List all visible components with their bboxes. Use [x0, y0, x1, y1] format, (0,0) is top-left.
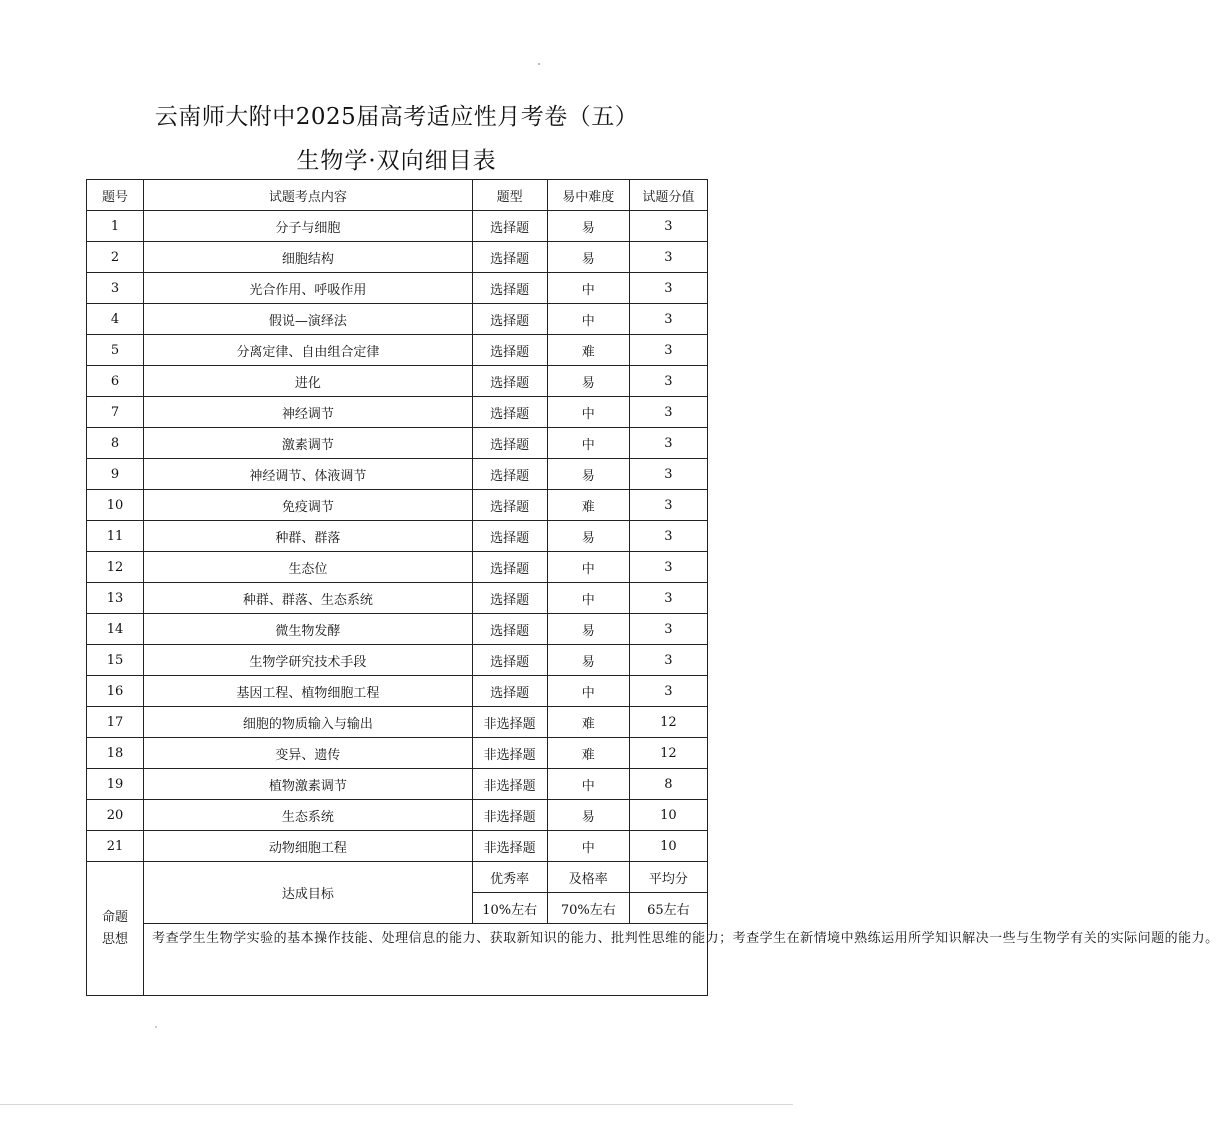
row-difficulty: 易 — [547, 366, 629, 397]
row-content: 免疫调节 — [144, 490, 473, 521]
row-difficulty: 中 — [547, 552, 629, 583]
row-number: 12 — [87, 552, 144, 583]
header-row — [87, 180, 708, 211]
row-number: 21 — [87, 831, 144, 862]
row-number: 2 — [87, 242, 144, 273]
table-row — [87, 676, 708, 707]
excellent-label: 优秀率 — [472, 862, 547, 893]
row-difficulty: 中 — [547, 583, 629, 614]
row-content: 基因工程、植物细胞工程 — [144, 676, 473, 707]
row-difficulty: 易 — [547, 614, 629, 645]
row-content: 变异、遗传 — [144, 738, 473, 769]
table-row — [87, 211, 708, 242]
row-content: 种群、群落、生态系统 — [144, 583, 473, 614]
row-score: 3 — [629, 459, 707, 490]
row-content: 进化 — [144, 366, 473, 397]
row-content: 假说—演绎法 — [144, 304, 473, 335]
row-score: 3 — [629, 552, 707, 583]
row-type: 选择题 — [472, 583, 547, 614]
row-number: 17 — [87, 707, 144, 738]
pass-label: 及格率 — [547, 862, 629, 893]
row-type: 选择题 — [472, 242, 547, 273]
average-value: 65左右 — [629, 893, 707, 924]
table-row — [87, 800, 708, 831]
row-content: 神经调节、体液调节 — [144, 459, 473, 490]
row-difficulty: 易 — [547, 521, 629, 552]
row-type: 选择题 — [472, 211, 547, 242]
row-difficulty: 中 — [547, 831, 629, 862]
target-header-row — [87, 862, 708, 893]
idea-label-cell — [87, 862, 144, 996]
idea-label-line2: 思想 — [102, 931, 129, 947]
row-difficulty: 难 — [547, 707, 629, 738]
row-number: 5 — [87, 335, 144, 366]
row-difficulty: 中 — [547, 273, 629, 304]
table-row — [87, 583, 708, 614]
row-content: 生物学研究技术手段 — [144, 645, 473, 676]
table-row — [87, 552, 708, 583]
header-score: 试题分值 — [629, 180, 707, 211]
page-bottom-rule — [0, 1104, 793, 1105]
row-difficulty: 难 — [547, 335, 629, 366]
scan-speck — [538, 63, 540, 65]
row-difficulty: 中 — [547, 397, 629, 428]
table-row — [87, 614, 708, 645]
table-row — [87, 304, 708, 335]
row-type: 选择题 — [472, 335, 547, 366]
row-type: 选择题 — [472, 304, 547, 335]
table-row — [87, 645, 708, 676]
idea-label-line1: 命题 — [102, 909, 129, 925]
row-content: 神经调节 — [144, 397, 473, 428]
row-number: 6 — [87, 366, 144, 397]
table-row — [87, 428, 708, 459]
description-row — [87, 924, 708, 996]
page-title: 云南师大附中2025届高考适应性月考卷（五） — [154, 104, 639, 130]
table-row — [87, 273, 708, 304]
row-score: 3 — [629, 211, 707, 242]
row-number: 20 — [87, 800, 144, 831]
row-score: 3 — [629, 645, 707, 676]
row-number: 9 — [87, 459, 144, 490]
row-number: 16 — [87, 676, 144, 707]
row-type: 非选择题 — [472, 707, 547, 738]
table-row — [87, 831, 708, 862]
row-score: 3 — [629, 242, 707, 273]
row-difficulty: 中 — [547, 304, 629, 335]
row-number: 7 — [87, 397, 144, 428]
scan-speck — [155, 1026, 157, 1028]
row-number: 11 — [87, 521, 144, 552]
row-type: 选择题 — [472, 490, 547, 521]
table-row — [87, 521, 708, 552]
row-difficulty: 易 — [547, 211, 629, 242]
row-content: 生态位 — [144, 552, 473, 583]
table-row — [87, 366, 708, 397]
table-row — [87, 242, 708, 273]
row-number: 4 — [87, 304, 144, 335]
row-content: 微生物发酵 — [144, 614, 473, 645]
row-content: 细胞的物质输入与输出 — [144, 707, 473, 738]
row-number: 18 — [87, 738, 144, 769]
table-row — [87, 459, 708, 490]
row-type: 非选择题 — [472, 738, 547, 769]
row-score: 3 — [629, 397, 707, 428]
row-number: 19 — [87, 769, 144, 800]
row-type: 选择题 — [472, 428, 547, 459]
header-type: 题型 — [472, 180, 547, 211]
row-score: 3 — [629, 428, 707, 459]
row-difficulty: 中 — [547, 676, 629, 707]
row-content: 种群、群落 — [144, 521, 473, 552]
row-score: 3 — [629, 335, 707, 366]
row-type: 选择题 — [472, 397, 547, 428]
row-score: 12 — [629, 738, 707, 769]
row-score: 8 — [629, 769, 707, 800]
table-row — [87, 490, 708, 521]
row-number: 3 — [87, 273, 144, 304]
row-content: 光合作用、呼吸作用 — [144, 273, 473, 304]
excellent-value: 10%左右 — [472, 893, 547, 924]
row-type: 选择题 — [472, 614, 547, 645]
row-type: 选择题 — [472, 521, 547, 552]
row-type: 非选择题 — [472, 831, 547, 862]
row-number: 15 — [87, 645, 144, 676]
table-row — [87, 738, 708, 769]
row-score: 3 — [629, 490, 707, 521]
row-type: 选择题 — [472, 552, 547, 583]
row-difficulty: 易 — [547, 645, 629, 676]
row-type: 非选择题 — [472, 769, 547, 800]
row-number: 1 — [87, 211, 144, 242]
idea-description: 考查学生生物学实验的基本操作技能、处理信息的能力、获取新知识的能力、批判性思维的能力；考查学生在新情境中熟练运用所学知识解决一些与生物学有关的实际问题的能力。 — [144, 924, 708, 996]
row-difficulty: 中 — [547, 428, 629, 459]
header-number: 题号 — [87, 180, 144, 211]
row-type: 非选择题 — [472, 800, 547, 831]
pass-value: 70%左右 — [547, 893, 629, 924]
row-difficulty: 难 — [547, 738, 629, 769]
row-number: 10 — [87, 490, 144, 521]
row-difficulty: 易 — [547, 800, 629, 831]
row-number: 8 — [87, 428, 144, 459]
row-score: 3 — [629, 614, 707, 645]
row-number: 14 — [87, 614, 144, 645]
row-score: 3 — [629, 583, 707, 614]
row-content: 植物激素调节 — [144, 769, 473, 800]
row-score: 3 — [629, 273, 707, 304]
row-type: 选择题 — [472, 676, 547, 707]
table-row — [87, 707, 708, 738]
row-content: 生态系统 — [144, 800, 473, 831]
page-subtitle: 生物学·双向细目表 — [296, 148, 497, 174]
header-difficulty: 易中难度 — [547, 180, 629, 211]
table-row — [87, 769, 708, 800]
row-number: 13 — [87, 583, 144, 614]
row-score: 3 — [629, 521, 707, 552]
row-score: 12 — [629, 707, 707, 738]
row-content: 分离定律、自由组合定律 — [144, 335, 473, 366]
row-difficulty: 易 — [547, 242, 629, 273]
row-score: 3 — [629, 676, 707, 707]
table-row — [87, 397, 708, 428]
row-content: 分子与细胞 — [144, 211, 473, 242]
row-score: 3 — [629, 366, 707, 397]
row-score: 10 — [629, 800, 707, 831]
row-score: 10 — [629, 831, 707, 862]
row-type: 选择题 — [472, 273, 547, 304]
row-content: 细胞结构 — [144, 242, 473, 273]
row-score: 3 — [629, 304, 707, 335]
row-content: 动物细胞工程 — [144, 831, 473, 862]
row-type: 选择题 — [472, 366, 547, 397]
header-content: 试题考点内容 — [144, 180, 473, 211]
row-difficulty: 易 — [547, 459, 629, 490]
table-row — [87, 335, 708, 366]
row-content: 激素调节 — [144, 428, 473, 459]
target-label: 达成目标 — [144, 862, 473, 924]
row-difficulty: 中 — [547, 769, 629, 800]
row-type: 选择题 — [472, 645, 547, 676]
specification-table — [86, 179, 1219, 996]
row-difficulty: 难 — [547, 490, 629, 521]
row-type: 选择题 — [472, 459, 547, 490]
average-label: 平均分 — [629, 862, 707, 893]
